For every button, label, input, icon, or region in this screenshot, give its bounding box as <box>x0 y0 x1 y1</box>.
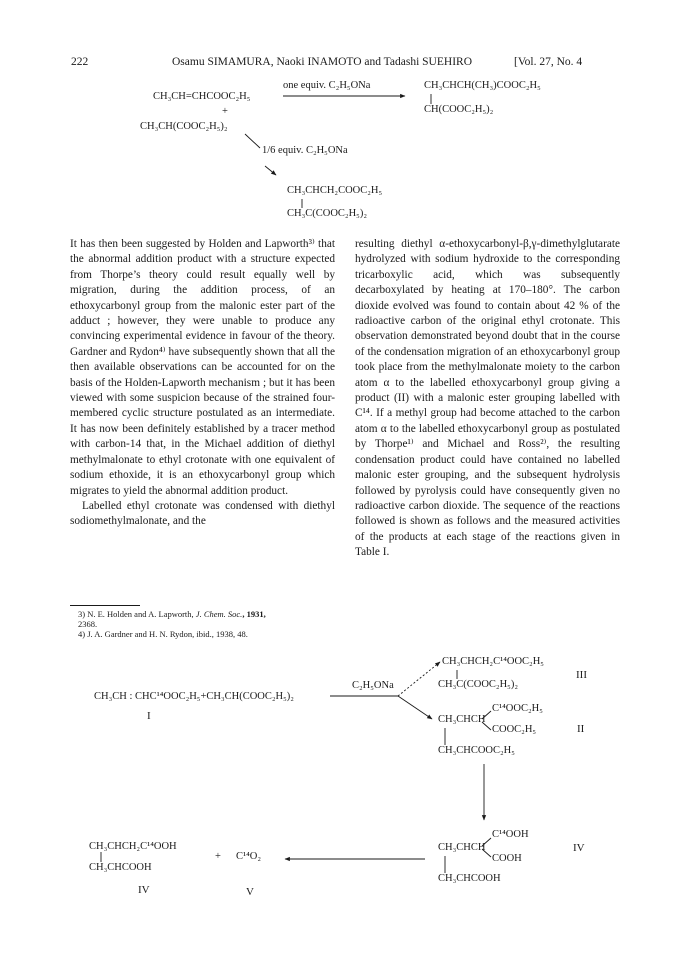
scheme2-label-II: II <box>577 723 585 735</box>
running-header-volume: [Vol. 27, No. 4 <box>514 56 583 68</box>
scheme2-label-III: III <box>576 669 587 681</box>
scheme2-IV-line3: CH₃CHCOOH <box>438 873 501 884</box>
scheme1-diagonal-arrow-lower <box>265 166 276 175</box>
scheme2-arrow-to-II <box>398 696 432 719</box>
scheme1-condition-2: 1/6 equiv. C₂H₅ONa <box>262 145 348 156</box>
scheme2-bond-IV-lower <box>482 849 491 857</box>
scheme2-III-line1: CH₃CHCH₂C¹⁴OOC₂H₅ <box>442 656 544 667</box>
scheme1-diagonal-arrow-upper <box>245 134 260 148</box>
scheme2-dotted-arrow-to-III <box>398 662 440 696</box>
footnote-4: 4) J. A. Gardner and H. N. Rydon, ibid., 1938, 48. <box>78 629 248 639</box>
scheme1-reactant-1: CH₃CH=CHCOOC₂H₅ <box>153 91 251 102</box>
scheme2-IV-top: C¹⁴OOH <box>492 829 529 840</box>
scheme2-IV-bot: COOH <box>492 853 522 864</box>
scheme1-condition-1: one equiv. C₂H₅ONa <box>283 80 371 91</box>
scheme2-bond-II-lower <box>482 722 491 730</box>
page-number: 222 <box>71 56 89 68</box>
scheme2-II-top: C¹⁴OOC₂H₅ <box>492 703 543 714</box>
scheme1-product-1-line2: CH(COOC₂H₅)₂ <box>424 104 494 115</box>
footnote-3-year: , 1931, <box>242 609 266 619</box>
scheme2-II-line3: CH₃CHCOOC₂H₅ <box>438 745 515 756</box>
scheme2-product-line2: CH₃CHCOOH <box>89 862 152 873</box>
scheme2-II-mid: CH₃CHCH <box>438 714 486 725</box>
scheme1-plus: + <box>222 106 228 117</box>
scheme2-III-line2: CH₃C(COOC₂H₅)₂ <box>438 679 518 690</box>
running-header-authors: Osamu SIMAMURA, Naoki INAMOTO and Tadashi SUEHIRO <box>172 56 472 68</box>
left-paragraph-1: It has then been suggested by Holden and Lapworth³⁾ that the abnormal addition product with a structure expected from Thorpe’s theory could result equally well by migration, during the addition process, of an ethoxycarbonyl group from the malonic ester part of the adduct ; however, they were unable to produce any convincing experimental evidence in favour of the theory. Gardner and Rydon⁴⁾ have subsequently shown that all the then available observations can be accounted for on the basis of the Holden-Lapworth mechanism ; but it has been viewed with some suspicion because of the strained four-membered cyclic structure postulated as an intermediate. It has now been definitely established by a tracer method with carbon-14 that, in the Michael addition of diethyl methylmalonate to ethyl crotonate with one equivalent of sodium ethoxide, it is an ethoxycarbonyl group which migrates to yield the abnormal addition product. <box>70 238 335 497</box>
scheme2-label-IV-left: IV <box>138 884 150 896</box>
footnote-3-authors: 3) N. E. Holden and A. Lapworth, <box>78 609 196 619</box>
footnote-3-page: 2368. <box>78 619 98 629</box>
footnote-3-journal: J. Chem. Soc. <box>195 609 243 619</box>
scheme2-label-IV-right: IV <box>573 842 585 854</box>
left-paragraph-2: Labelled ethyl crotonate was condensed with diethyl sodiomethylmalonate, and the <box>70 499 335 528</box>
scheme2-product-line1: CH₃CHCH₂C¹⁴OOH <box>89 841 177 852</box>
scheme2-reactants: CH₃CH : CHC¹⁴OOC₂H₅+CH₃CH(COOC₂H₅)₂ <box>94 691 294 702</box>
scheme2-reagent: C₂H₅ONa <box>352 680 394 691</box>
scheme2-bond-IV-upper <box>482 838 491 846</box>
scheme2-IV-mid: CH₃CHCH <box>438 842 486 853</box>
scheme1-product-2-line2: CH₃C(COOC₂H₅)₂ <box>287 208 367 219</box>
scheme1-reactant-2: CH₃CH(COOC₂H₅)₂ <box>140 121 228 132</box>
scheme2-II-bot: COOC₂H₅ <box>492 724 537 735</box>
scheme2-co2: C¹⁴O₂ <box>236 851 262 862</box>
scheme2-label-I: I <box>147 710 151 722</box>
scheme1-product-1-line1: CH₃CHCH(CH₃)COOC₂H₅ <box>424 80 541 91</box>
scheme2-bond-II-upper <box>482 711 491 719</box>
scheme2-label-V: V <box>246 886 254 898</box>
scheme2-plus: + <box>215 851 221 862</box>
scheme1-product-2-line1: CH₃CHCH₂COOC₂H₅ <box>287 185 383 196</box>
right-paragraph: resulting diethyl α-ethoxycarbonyl-β,γ-dimethylglutarate hydrolyzed with sodium hydroxide to the corresponding tricarboxylic acid, which was subsequently decarboxylated by heating at 170–180°. The carbon dioxide evolved was found to contain about 42 % of the radioactive carbon of the original ethyl crotonate. This observation demonstrated beyond doubt that in the course of the condensation migration of an ethoxycarbonyl group took place from the methylmalonate moiety to the carbon atom α to the labelled ethoxycarbonyl group giving a product (II) with a malonic ester grouping labelled with C¹⁴. If a methyl group had become attached to the carbon atom α to the labelled ethoxycarbonyl group as postulated by Thorpe¹⁾ and Michael and Ross²⁾, the resulting condensation product could have contained no labelled malonic ester grouping, and the subsequent hydrolysis followed by pyrolysis could have consequently given no radioactive carbon dioxide. The sequence of the reactions followed is shown as follows and the measured activities of the products at each stage of the reactions given in Table I. <box>355 238 620 559</box>
